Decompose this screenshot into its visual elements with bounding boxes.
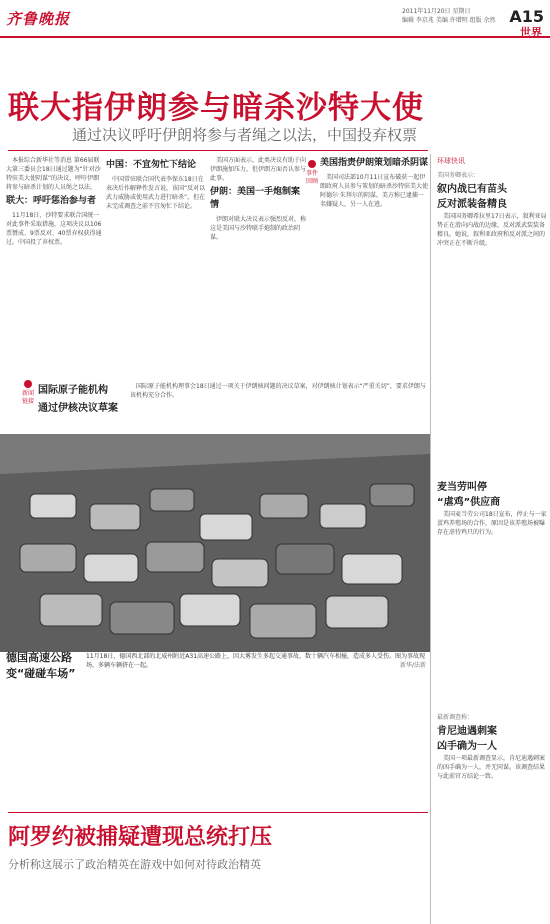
- lead-column-4: [320, 154, 428, 380]
- page-number: A15: [509, 7, 544, 26]
- sidebar-body-3: 美国一项最新调查显示，肯尼迪遇刺案的凶手确为一人，并无同谋。该调查结果与此前官方结论一致。: [437, 755, 546, 780]
- sidebar-body-1: 美国国务卿希拉里17日表示，叙利亚局势正在滑向内战的边缘，反对派武装装备精良。她说，叙利亚政府和反对派之间的冲突正在不断升级。: [437, 213, 547, 247]
- sidebar-body-2: 美国麦当劳公司18日宣布，停止与一家蛋鸡养殖场的合作，原因是该养殖场被曝存在虐待鸡只的行为。: [437, 511, 547, 536]
- nuclear-body: [130, 382, 428, 432]
- lead-col3-body2: 伊朗对联大决议表示强烈反对，称这是美国与沙特联手炮制的政治阴谋。: [210, 216, 306, 241]
- lead-col2-body: 中国常驻联合国代表李保东18日在表决后作解释性发言说，该国“反对以武力威胁或使用武力进行暗杀”，但在未完成调查之前不宜匆忙下结论。: [106, 176, 206, 210]
- divider: [8, 812, 428, 813]
- caption-text: 11月18日，德国西北部的北威州附近A31高速公路上，因大雾发生多起交通事故，数十辆汽车相撞，造成多人受伤。图为事故现场，多辆车辆挤在一起。: [86, 653, 426, 669]
- red-dot-icon: [308, 160, 316, 168]
- section-title: 世界: [520, 26, 542, 39]
- sidebar-heading-2b: “虐鸡”供应商: [437, 497, 501, 508]
- sidebar-source-3: 最新调查称：: [437, 714, 474, 721]
- masthead: [0, 0, 550, 38]
- lead-subhead: 通过决议呼吁伊朗将参与者绳之以法，中国投弃权票: [72, 126, 418, 144]
- sidebar-source-1: 美国务卿表示：: [437, 172, 480, 179]
- sidebar-heading-1b: 反对派装备精良: [437, 199, 507, 210]
- lead-headline: 联大指伊朗参与暗杀沙特大使: [8, 90, 424, 126]
- sidebar-heading-3a: 肯尼迪遇刺案: [437, 726, 497, 737]
- lead-column-2: [106, 156, 206, 378]
- nuclear-body-text: 国际原子能机构理事会18日通过一项关于伊朗核问题的决议草案，对伊朗核计划表示“严重关切”，要求伊朗与该机构充分合作。: [130, 383, 426, 399]
- photo-caption: [86, 652, 426, 670]
- sidebar-heading-1a: 叙内战已有苗头: [437, 184, 507, 195]
- photo-credit: 新华/法新: [399, 662, 426, 669]
- highway-crash-photo: [0, 434, 430, 652]
- car-pileup-illustration: [0, 434, 430, 652]
- world-brief-sidebar: [430, 154, 548, 924]
- news-link-tag: 新闻链接: [22, 380, 34, 406]
- nuclear-heading: [38, 384, 128, 416]
- editor-credits: 编辑 李京兆 美编 许增明 组版 余然: [402, 17, 496, 24]
- red-dot-icon: [24, 380, 32, 388]
- newspaper-logo: 齐鲁晚报: [6, 10, 71, 28]
- photo-heading: 德国高速公路变“碰碰车场”: [6, 651, 76, 680]
- event-review-tag: 事件回顾: [306, 160, 318, 186]
- lead-col3-body: 美国方面表示，此类决议有助于向伊朗施加压力，但伊朗方面否认参与此事。: [210, 157, 306, 182]
- sidebar-heading-3b: 凶手确为一人: [437, 741, 497, 752]
- lead-col4-heading: 美国指责伊朗策划暗杀阴谋: [320, 158, 428, 168]
- issue-date: 2011年11月20日 星期日: [402, 8, 471, 15]
- sidebar-tag: 环球快讯: [437, 157, 465, 165]
- sidebar-heading-2a: 麦当劳叫停: [437, 482, 487, 493]
- lead-col1-body: 11月18日，沙特要求联合国统一对此事件采取措施，这项决议以106票赞成、9票反对、40票弃权获得通过。中国投了弃权票。: [6, 212, 102, 246]
- lead-col1-heading: 联大：呼吁惩治参与者: [6, 196, 97, 206]
- lead-intro: 本报综合新华社等消息 第66届联大第三委员会18日通过题为“针对沙特驻美大使阴谋”的决议，呼吁伊朗将参与暗杀计划的人员绳之以法。: [6, 157, 101, 191]
- lead-column-1: [6, 156, 102, 378]
- nuclear-heading-line2: 通过伊核决议草案: [38, 403, 118, 414]
- lead-column-3: [210, 156, 306, 378]
- lead-col3-heading: 伊朗：美国一手炮制案情: [210, 187, 301, 210]
- lower-headline: 阿罗约被捕疑遭现总统打压: [8, 825, 273, 850]
- lead-col4-body: 美国司法部10月11日宣布破获一起伊朗政府人员参与策划的暗杀沙特驻美大使阿德尔·朱拜尔的阴谋。美方称已逮捕一名嫌疑人，另一人在逃。: [320, 174, 428, 208]
- lower-subhead: 分析称这展示了政治精英在游戏中如何对待政治精英: [8, 858, 261, 871]
- divider: [8, 150, 428, 151]
- nuclear-heading-line1: 国际原子能机构: [38, 385, 108, 396]
- lead-col2-heading: 中国：不宜匆忙下结论: [106, 160, 197, 170]
